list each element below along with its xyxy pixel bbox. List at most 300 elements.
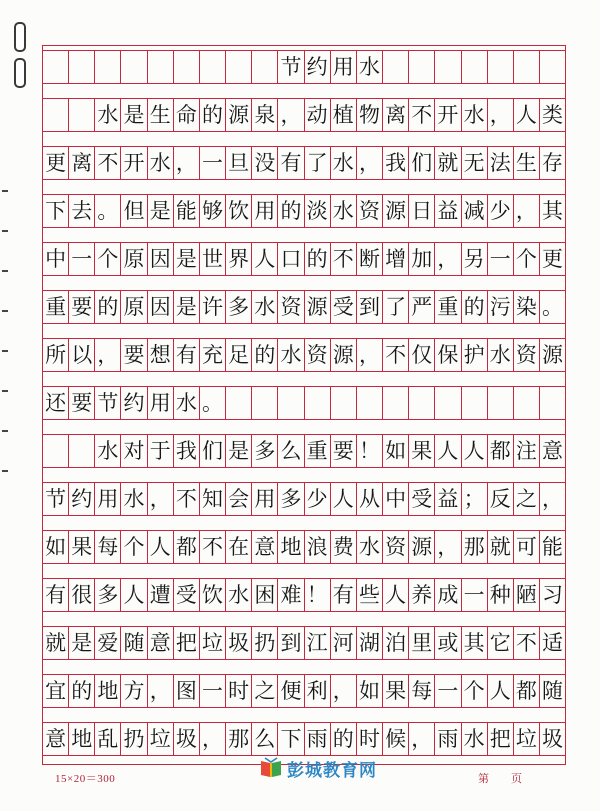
grid-cell: 圾: [542, 726, 564, 751]
grid-cell: [200, 51, 226, 83]
grid-cell: 约: [69, 483, 95, 515]
grid-cell: [69, 51, 95, 83]
grid-cell: 那: [462, 531, 488, 563]
grid-cell: [409, 387, 435, 419]
grid-cell: 个: [95, 243, 121, 275]
grid-cell: 旦: [226, 147, 252, 179]
grid-cell: 的: [331, 723, 357, 755]
grid-cell: ，: [200, 723, 226, 755]
grid-cell: 污: [488, 291, 514, 323]
grid-cell: 我: [383, 147, 409, 179]
grid-cell: 植: [331, 99, 357, 131]
grid-cell: 物: [357, 99, 383, 131]
grid-cell: 口: [278, 243, 304, 275]
grid-cell: 不: [200, 531, 226, 563]
grid-cell: 源: [409, 531, 435, 563]
grid-row: [43, 626, 565, 660]
grid-cell: 因: [148, 291, 174, 323]
grid-cell: 遭: [148, 579, 174, 611]
grid-cell: 水: [357, 51, 383, 83]
grid-cell: 减: [462, 195, 488, 227]
grid-cell: [174, 51, 200, 83]
grid-cell: 种: [488, 579, 514, 611]
grid-cell: 用: [252, 483, 278, 515]
grid-cell: 原: [121, 243, 147, 275]
grid-cell: 。: [542, 294, 564, 319]
grid-cell: 要: [69, 291, 95, 323]
grid-cell: 类: [542, 102, 564, 127]
page-prefix: 第: [478, 772, 489, 785]
grid-cell: [252, 387, 278, 419]
grid-cell: ！: [305, 579, 331, 611]
grid-cell: 受: [174, 579, 200, 611]
grid-cell: ，: [174, 147, 200, 179]
grid-cell: 水: [252, 291, 278, 323]
grid-cell: 约: [305, 51, 331, 83]
grid-cell: [435, 387, 461, 419]
grid-cell: 它: [488, 627, 514, 659]
grid-cell: 有: [43, 579, 69, 611]
grid-cell: 足: [226, 339, 252, 371]
grid-cell: 其: [462, 627, 488, 659]
grid-cell: [462, 51, 488, 83]
grid-cell: 断: [357, 243, 383, 275]
grid-cell: 是: [121, 99, 147, 131]
grid-cell: ，: [278, 99, 304, 131]
grid-cell: 中: [43, 243, 69, 275]
grid-cell: 增: [383, 243, 409, 275]
grid-cell: 少: [488, 195, 514, 227]
grid-cell: 水: [357, 531, 383, 563]
grid-cell: 不: [383, 339, 409, 371]
grid-cell: ，: [95, 339, 121, 371]
grid-cell: 是: [174, 243, 200, 275]
grid-cell: 法: [488, 147, 514, 179]
grid-cell: 用: [331, 51, 357, 83]
grid-cell: [383, 387, 409, 419]
grid-cell: 就: [488, 531, 514, 563]
grid-cell: 没: [252, 147, 278, 179]
watermark-text: 彭城教育网: [287, 760, 377, 781]
grid-cell: 要: [69, 387, 95, 419]
grid-cell: [462, 387, 488, 419]
grid-cell: 少: [305, 483, 331, 515]
grid-cell: 么: [252, 723, 278, 755]
grid-cell: [488, 51, 514, 83]
grid-cell: 时: [357, 723, 383, 755]
grid-cell: [43, 99, 69, 131]
grid-cell: [95, 51, 121, 83]
grid-cell: 其: [542, 198, 564, 223]
grid-cell: 人: [435, 435, 461, 467]
grid-cell: [540, 387, 565, 419]
grid-cell: 动: [305, 99, 331, 131]
grid-cell: 把: [174, 627, 200, 659]
grid-cell: 果: [383, 675, 409, 707]
grid-cell: 么: [278, 435, 304, 467]
grid-cell: 如: [383, 435, 409, 467]
grid-cell: 圾: [226, 627, 252, 659]
grid-cell: 了: [383, 291, 409, 323]
grid-cell: 受: [331, 291, 357, 323]
grid-cell: 会: [226, 483, 252, 515]
grid-cell: 够: [200, 195, 226, 227]
grid-cell: 利: [305, 675, 331, 707]
grid-cell: 另: [462, 243, 488, 275]
grid-cell: 能: [174, 195, 200, 227]
grid-cell: 陋: [514, 579, 540, 611]
grid-cell: 无: [462, 147, 488, 179]
grid-cell: [540, 51, 565, 83]
grid-cell: [305, 387, 331, 419]
grid-cell: 世: [200, 243, 226, 275]
grid-cell: 仅: [409, 339, 435, 371]
grid-cell: 水: [462, 723, 488, 755]
grid-cell: 要: [331, 435, 357, 467]
grid-cell: 就: [435, 147, 461, 179]
grid-cell: 水: [121, 483, 147, 515]
grid-cell: 源: [305, 291, 331, 323]
grid-cell: 源: [331, 339, 357, 371]
grid-cell: 有: [331, 579, 357, 611]
grid-cell: 开: [121, 147, 147, 179]
grid-cell: 资: [305, 339, 331, 371]
grid-cell: 的: [69, 675, 95, 707]
grid-row: [43, 50, 565, 84]
grid-cell: [435, 51, 461, 83]
grid-row: [43, 674, 565, 708]
grid-cell: 很: [69, 579, 95, 611]
grid-cell: 便: [278, 675, 304, 707]
grid-cell: 雨: [305, 723, 331, 755]
grid-cell: 用: [252, 195, 278, 227]
grid-cell: [69, 435, 95, 467]
grid-cell: 充: [200, 339, 226, 371]
grid-cell: 都: [514, 675, 540, 707]
grid-row: [43, 146, 565, 180]
grid-cell: 费: [331, 531, 357, 563]
grid-cell: 那: [226, 723, 252, 755]
grid-cell: 一: [435, 675, 461, 707]
grid-cell: 从: [357, 483, 383, 515]
grid-cell: 泊: [383, 627, 409, 659]
grid-row: [43, 530, 565, 564]
grid-cell: 把: [488, 723, 514, 755]
grid-cell: 源: [383, 195, 409, 227]
grid-cell: 人: [148, 531, 174, 563]
grid-cell: 对: [121, 435, 147, 467]
grid-cell: ，: [357, 147, 383, 179]
grid-cell: ，: [409, 723, 435, 755]
grid-cell: 圾: [174, 723, 200, 755]
grid-cell: 的: [95, 291, 121, 323]
grid-cell: 不: [174, 483, 200, 515]
grid-cell: 的: [305, 243, 331, 275]
grid-cell: 不: [514, 627, 540, 659]
grid-cell: 染: [514, 291, 540, 323]
grid-cell: 时: [226, 675, 252, 707]
grid-cell: 可: [514, 531, 540, 563]
grid-cell: 浪: [305, 531, 331, 563]
grid-cell: ，: [514, 195, 540, 227]
grid-cell: 适: [542, 630, 564, 655]
grid-cell: 下: [278, 723, 304, 755]
grid-cell: 或: [435, 627, 461, 659]
grid-cell: 所: [43, 339, 69, 371]
grid-cell: 里: [409, 627, 435, 659]
grid-cell: [69, 99, 95, 131]
grid-cell: 生: [148, 99, 174, 131]
grid-cell: 不: [331, 243, 357, 275]
grid-cell: 原: [121, 291, 147, 323]
grid-cell: 中: [383, 483, 409, 515]
grid-cell: 多: [226, 291, 252, 323]
grid-cell: 的: [462, 291, 488, 323]
grid-cell: 不: [409, 99, 435, 131]
grid-cell: 如: [357, 675, 383, 707]
grid-cell: 水: [226, 579, 252, 611]
grid-cell: 界: [226, 243, 252, 275]
grid-cell: 扔: [121, 723, 147, 755]
grid-cell: 许: [200, 291, 226, 323]
grid-cell: 雨: [435, 723, 461, 755]
grid-cell: 个: [514, 243, 540, 275]
grid-cell: 。: [95, 195, 121, 227]
grid-row: [43, 194, 565, 228]
binder-hole-icon: [14, 58, 26, 88]
grid-cell: 在: [226, 531, 252, 563]
grid-cell: 图: [174, 675, 200, 707]
grid-cell: 些: [357, 579, 383, 611]
grid-row: [43, 98, 565, 132]
grid-cell: 困: [252, 579, 278, 611]
grid-cell: 要: [121, 339, 147, 371]
grid-cell: [331, 387, 357, 419]
grid-cell: 随: [121, 627, 147, 659]
grid-cell: 是: [69, 627, 95, 659]
grid-cell: 水: [95, 99, 121, 131]
grid-cell: 垃: [148, 723, 174, 755]
grid-row: [43, 338, 565, 372]
grid-cell: 更: [542, 246, 564, 271]
binder-hole-icon: [14, 22, 26, 52]
grid-cell: 如: [43, 531, 69, 563]
grid-cell: 离: [383, 99, 409, 131]
grid-cell: 用: [95, 483, 121, 515]
grid-cell: 想: [148, 339, 174, 371]
grid-cell: [488, 387, 514, 419]
grid-cell: [357, 387, 383, 419]
grid-cell: ，: [435, 531, 461, 563]
grid-cell: 知: [200, 483, 226, 515]
grid-cell: 资: [514, 339, 540, 371]
grid-cell: 果: [69, 531, 95, 563]
grid-cell: 到: [357, 291, 383, 323]
grid-cell: 意: [148, 627, 174, 659]
grid-cell: 饮: [226, 195, 252, 227]
grid-cell: 益: [435, 195, 461, 227]
grid-cell: 开: [435, 99, 461, 131]
grid-cell: 养: [409, 579, 435, 611]
grid-row: [43, 578, 565, 612]
grid-cell: 宜: [43, 675, 69, 707]
grid-cell: ，: [148, 675, 174, 707]
grid-cell: [226, 387, 252, 419]
grid-cell: 更: [43, 147, 69, 179]
grid-cell: 去: [69, 195, 95, 227]
grid-cell: 们: [409, 147, 435, 179]
grid-cell: 水: [331, 195, 357, 227]
watermark: [259, 753, 377, 783]
grid-cell: 意: [43, 723, 69, 755]
grid-cell: 是: [174, 291, 200, 323]
grid-cell: 但: [121, 195, 147, 227]
grid-cell: 人: [462, 435, 488, 467]
grid-cell: 湖: [357, 627, 383, 659]
grid-cell: 源: [542, 342, 564, 367]
grid-cell: [148, 51, 174, 83]
grid-cell: ，: [357, 339, 383, 371]
grid-cell: [43, 51, 69, 83]
grid-cell: 离: [69, 147, 95, 179]
grid-cell: 水: [174, 387, 200, 419]
grid-cell: 能: [542, 534, 564, 559]
grid-cell: 用: [148, 387, 174, 419]
grid-cell: [226, 51, 252, 83]
grid-cell: [43, 435, 69, 467]
grid-row: [43, 434, 565, 468]
grid-row: [43, 386, 565, 420]
grid-cell: 益: [435, 483, 461, 515]
grid-cell: ！: [357, 435, 383, 467]
grid-cell: 注: [514, 435, 540, 467]
grid-cell: 扔: [252, 627, 278, 659]
grid-cell: 下: [43, 195, 69, 227]
grid-cell: 垃: [514, 723, 540, 755]
grid-cell: [514, 51, 540, 83]
grid-cell: 人: [252, 243, 278, 275]
grid-cell: 日: [409, 195, 435, 227]
grid-cell: 地: [95, 675, 121, 707]
grid-cell: 水: [462, 99, 488, 131]
grid-cell: 人: [383, 579, 409, 611]
grid-cell: 水: [331, 147, 357, 179]
grid-cell: 到: [278, 627, 304, 659]
grid-cell: 之: [514, 483, 540, 515]
grid-cell: 每: [95, 531, 121, 563]
grid-cell: 反: [488, 483, 514, 515]
grid-cell: 有: [278, 147, 304, 179]
grid-cell: 意: [542, 438, 564, 463]
grid-cell: 加: [409, 243, 435, 275]
grid-cell: 受: [409, 483, 435, 515]
grid-cell: [383, 51, 409, 83]
grid-row: [43, 722, 565, 756]
grid-cell: 河: [331, 627, 357, 659]
grid-cell: [252, 51, 278, 83]
grid-cell: 多: [95, 579, 121, 611]
grid-cell: 水: [278, 339, 304, 371]
grid-cell: 了: [305, 147, 331, 179]
grid-cell: 地: [69, 723, 95, 755]
page-number-label: [478, 770, 522, 786]
grid-cell: 资: [383, 531, 409, 563]
grid-cell: 命: [174, 99, 200, 131]
grid-cell: 重: [305, 435, 331, 467]
grid-cell: 意: [252, 531, 278, 563]
grid-cell: 人: [488, 675, 514, 707]
grid-cell: 我: [174, 435, 200, 467]
grid-cell: 因: [148, 243, 174, 275]
grid-cell: ，: [148, 483, 174, 515]
grid-cell: 。: [200, 387, 226, 419]
grid-cell: 是: [226, 435, 252, 467]
grid-cell: 保: [435, 339, 461, 371]
grid-cell: 生: [514, 147, 540, 179]
grid-size-label: 15×20＝300: [55, 773, 116, 785]
grid-cell: 一: [200, 147, 226, 179]
grid-cell: 地: [278, 531, 304, 563]
grid-cell: 们: [200, 435, 226, 467]
binder-holes: [14, 22, 24, 82]
grid-cell: 水: [488, 339, 514, 371]
grid-cell: 的: [252, 339, 278, 371]
grid-cell: 的: [278, 195, 304, 227]
grid-cell: 是: [148, 195, 174, 227]
grid-cell: 乱: [95, 723, 121, 755]
grid-cell: 淡: [305, 195, 331, 227]
grid-cell: [514, 387, 540, 419]
grid-cell: 约: [121, 387, 147, 419]
grid-cell: 不: [95, 147, 121, 179]
grid-cell: 每: [409, 675, 435, 707]
grid-cell: 垃: [200, 627, 226, 659]
grid-cell: 泉: [252, 99, 278, 131]
grid-cell: ，: [542, 486, 564, 511]
grid-cell: 严: [409, 291, 435, 323]
grid-cell: 个: [462, 675, 488, 707]
grid-cell: 多: [278, 483, 304, 515]
grid-cell: 人: [121, 579, 147, 611]
grid-cell: 难: [278, 579, 304, 611]
grid-cell: 饮: [200, 579, 226, 611]
grid-cell: 资: [278, 291, 304, 323]
grid-cell: [121, 51, 147, 83]
grid-cell: 有: [174, 339, 200, 371]
grid-cell: 候: [383, 723, 409, 755]
grid-cell: 都: [174, 531, 200, 563]
grid-cell: [278, 387, 304, 419]
grid-cell: ；: [462, 483, 488, 515]
grid-cell: 于: [148, 435, 174, 467]
book-icon: [259, 757, 283, 779]
grid-cell: 成: [435, 579, 461, 611]
grid-cell: 重: [435, 291, 461, 323]
grid-cell: 水: [148, 147, 174, 179]
grid-cell: 一: [200, 675, 226, 707]
page-edge-marks: [0, 190, 10, 510]
grid-cell: ，: [331, 675, 357, 707]
grid-cell: 存: [542, 150, 564, 175]
grid-cell: 爱: [95, 627, 121, 659]
grid-cell: 一: [462, 579, 488, 611]
page-suffix: 页: [511, 772, 522, 785]
grid-cell: 习: [542, 582, 564, 607]
grid-cell: 以: [69, 339, 95, 371]
grid-cell: 的: [200, 99, 226, 131]
grid-cell: 节: [95, 387, 121, 419]
grid-cell: 护: [462, 339, 488, 371]
